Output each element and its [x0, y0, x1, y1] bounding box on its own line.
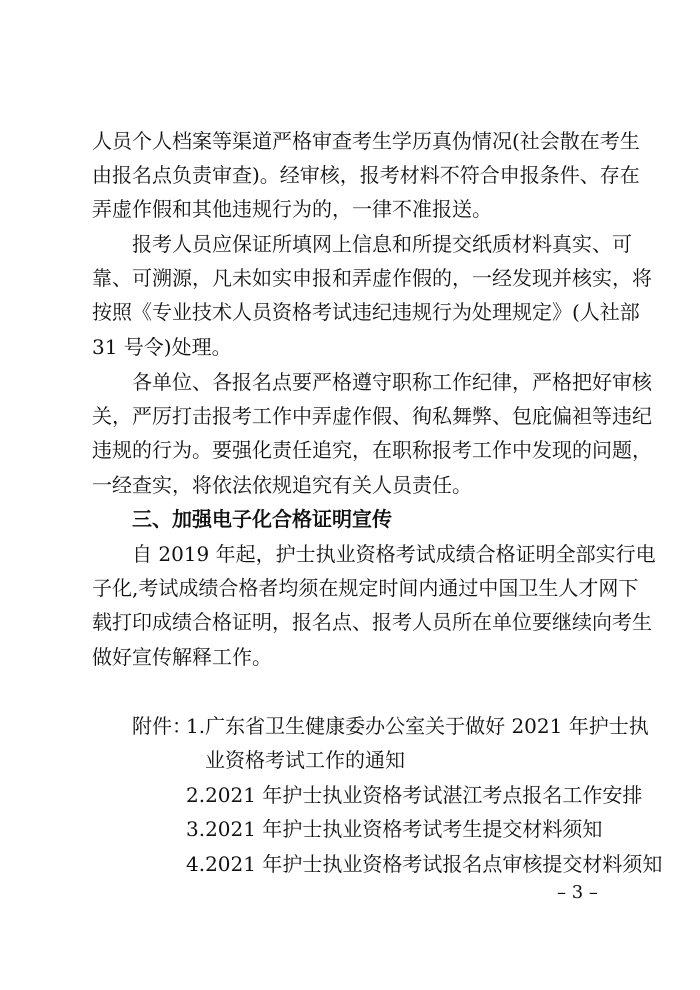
paragraph-3-line-4: 一经查实，将依法依规追究有关人员责任。 — [92, 473, 472, 497]
attachment-item-4: 4.2021 年护士执业资格考试报名点审核提交材料须知 — [186, 852, 663, 876]
paragraph-2-line-4: 31 号令)处理。 — [92, 335, 232, 359]
paragraph-1-line-3: 弄虚作假和其他违规行为的，一律不准报送。 — [92, 197, 492, 221]
paragraph-2-line-3: 按照《专业技术人员资格考试违纪违规行为处理规定》(人社部 — [92, 300, 640, 324]
paragraph-4-line-1: 自 2019 年起，护士执业资格考试成绩合格证明全部实行电 — [132, 542, 656, 566]
paragraph-4-line-2: 子化,考试成绩合格者均须在规定时间内通过中国卫生人才网下 — [92, 576, 639, 600]
paragraph-2-line-1: 报考人员应保证所填网上信息和所提交纸质材料真实、可 — [132, 232, 632, 256]
paragraph-1-line-2: 由报名点负责审查)。经审核，报考材料不符合申报条件、存在 — [92, 163, 640, 187]
paragraph-1-line-1: 人员个人档案等渠道严格审查考生学历真伪情况(社会散在考生 — [92, 129, 640, 153]
paragraph-3-line-2: 关，严厉打击报考工作中弄虚作假、徇私舞弊、包庇偏袒等违纪 — [92, 404, 652, 428]
paragraph-2-line-2: 靠、可溯源，凡未如实申报和弄虚作假的，一经发现并核实，将 — [92, 266, 652, 290]
attachments-label: 附件： — [132, 714, 192, 738]
attachment-item-3: 3.2021 年护士执业资格考试考生提交材料须知 — [186, 817, 603, 841]
attachment-item-1-continued: 业资格考试工作的通知 — [205, 748, 405, 772]
attachment-item-1: 1.广东省卫生健康委办公室关于做好 2021 年护士执 — [186, 714, 649, 738]
paragraph-3-line-3: 违规的行为。要强化责任追究，在职称报考工作中发现的问题， — [92, 438, 652, 462]
attachment-item-2: 2.2021 年护士执业资格考试湛江考点报名工作安排 — [186, 783, 643, 807]
paragraph-4-line-4: 做好宣传解释工作。 — [92, 645, 272, 669]
section-heading-3: 三、加强电子化合格证明宣传 — [132, 507, 392, 531]
page-number: – 3 – — [557, 882, 598, 903]
paragraph-4-line-3: 载打印成绩合格证明，报名点、报考人员所在单位要继续向考生 — [92, 610, 652, 634]
paragraph-3-line-1: 各单位、各报名点要严格遵守职称工作纪律，严格把好审核 — [132, 370, 652, 394]
